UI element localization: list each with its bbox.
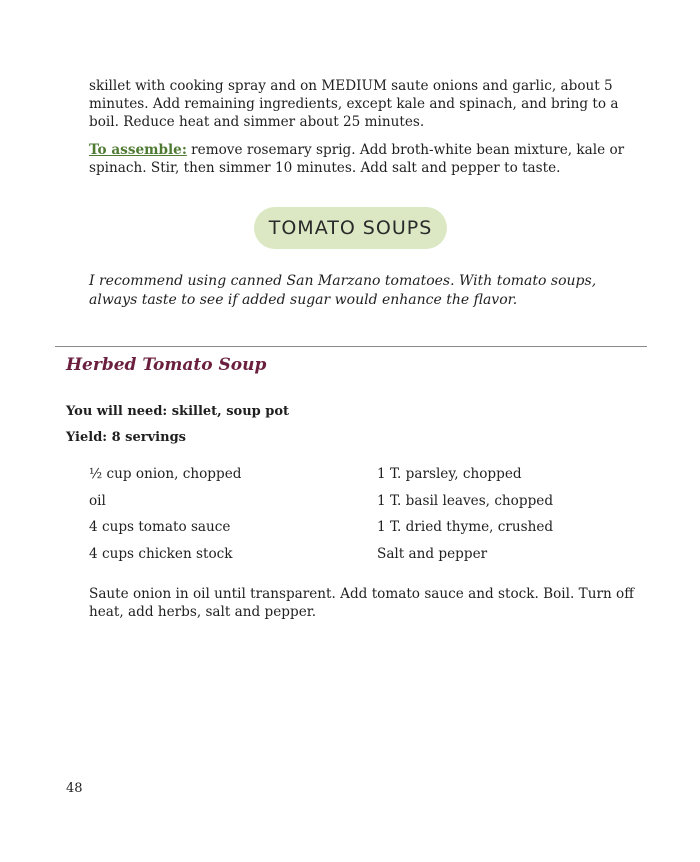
recommendation-note: I recommend using canned San Marzano tomatoes. With tomato soups, always taste to see if added sugar would enhance the flavor. [89, 273, 597, 308]
method-paragraph: Saute onion in oil until transparent. Add tomato sauce and stock. Boil. Turn off heat, add herbs, salt and pepper. [89, 586, 634, 620]
assemble-paragraph [89, 141, 649, 177]
ingredient-item: Salt and pepper [377, 545, 488, 562]
equipment-needed: You will need: skillet, soup pot [66, 404, 290, 419]
intro-paragraph: skillet with cooking spray and on MEDIUM saute onions and garlic, about 5 minutes. Add remaining ingredients, except kale and spinach, and bring to a boil. Reduce heat and simmer about 25 minutes. [89, 78, 619, 130]
recipe-yield: Yield: 8 servings [66, 430, 186, 445]
section-divider [55, 346, 647, 347]
ingredient-item: 4 cups tomato sauce [89, 519, 231, 535]
section-heading: TOMATO SOUPS [268, 217, 433, 239]
assemble-text: remove rosemary sprig. Add broth-white bean mixture, kale or spinach. Stir, then simmer 10 minutes. Add salt and pepper to taste. [89, 142, 625, 176]
ingredient-item: 1 T. basil leaves, chopped [377, 492, 554, 509]
assemble-label: To assemble: [89, 142, 187, 158]
ingredient-item: ½ cup onion, chopped [89, 466, 242, 482]
ingredient-item: 1 T. parsley, chopped [377, 466, 522, 482]
page-number: 48 [66, 781, 83, 796]
recipe-title: Herbed Tomato Soup [66, 355, 267, 375]
section-heading-pill [254, 207, 447, 249]
ingredient-item: oil [89, 492, 106, 509]
ingredient-list-left [89, 465, 241, 571]
ingredient-item: 4 cups chicken stock [89, 545, 233, 562]
ingredient-list-right [377, 465, 553, 571]
ingredient-item: 1 T. dried thyme, crushed [377, 519, 554, 535]
